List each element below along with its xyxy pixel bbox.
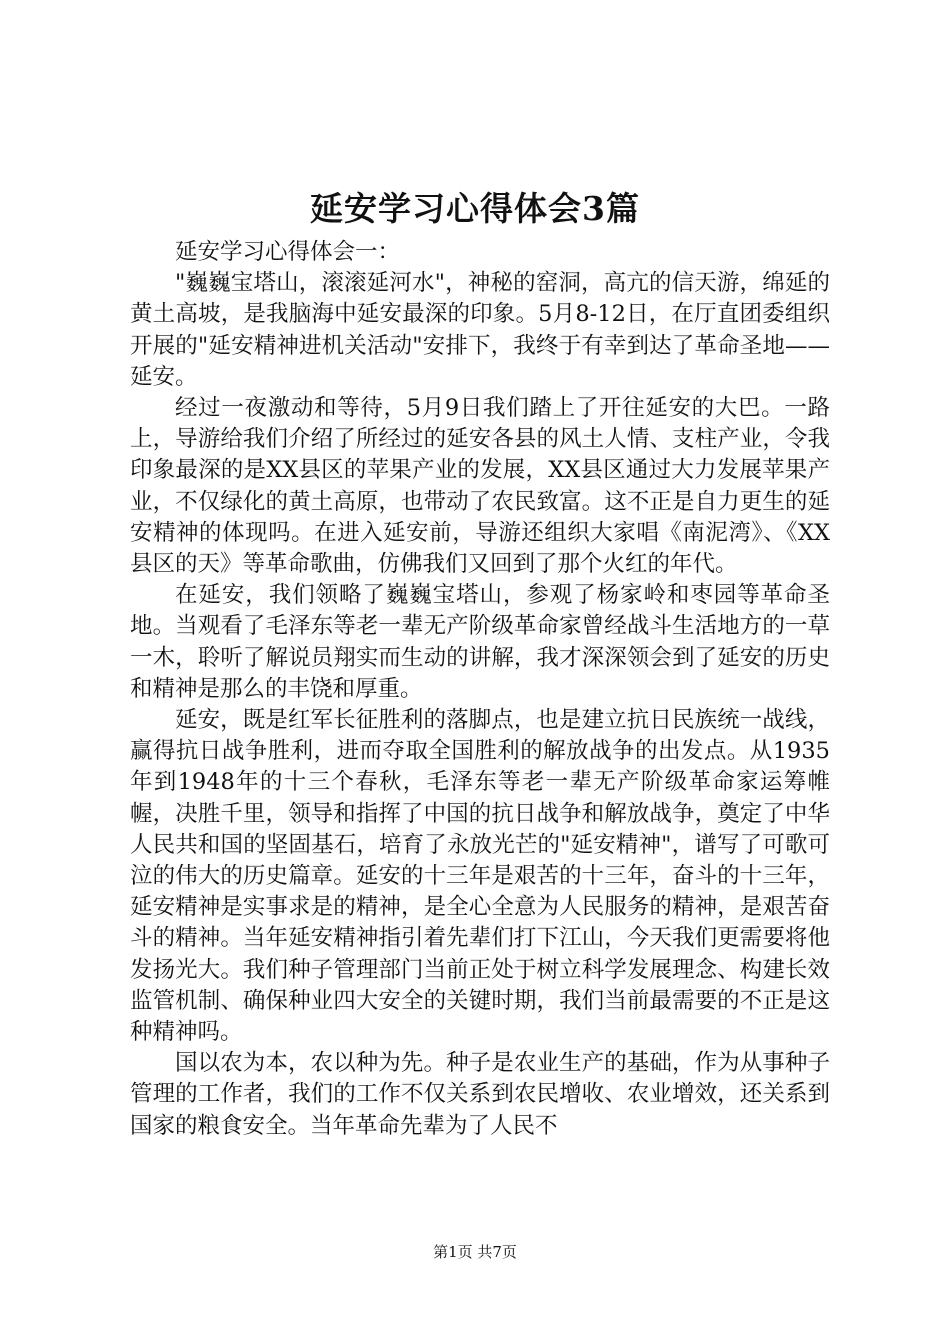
paragraph: 国以农为本，农以种为先。种子是农业生产的基础，作为从事种子管理的工作者，我们的工作不仅关系到农民增收、农业增效，还关系到国家的粮食安全。当年革命先辈为了人民不 <box>130 1050 830 1139</box>
paragraph: 在延安，我们领略了巍巍宝塔山，参观了杨家岭和枣园等革命圣地。当观看了毛泽东等老一辈无产阶级革命家曾经战斗生活地方的一草一木，聆听了解说员翔实而生动的讲解，我才深深领会到了延安的历史和精神是那么的丰饶和厚重。 <box>130 582 830 702</box>
paragraph: 经过一夜激动和等待，5月9日我们踏上了开往延安的大巴。一路上，导游给我们介绍了所经过的延安各县的风土人情、支柱产业，令我印象最深的是XX县区的苹果产业的发展，XX县区通过大力发展苹果产业，不仅绿化的黄土高原，也带动了农民致富。这不正是自力更生的延安精神的体现吗。在进入延安前，导游还组织大家唱《南泥湾》、《XX县区的天》等革命歌曲，仿佛我们又回到了那个火红的年代。 <box>130 395 830 578</box>
page-number-footer: 第1页 共7页 <box>433 1243 517 1261</box>
paragraph: "巍巍宝塔山，滚滚延河水"，神秘的窑洞，高亢的信天游，绵延的黄土高坡，是我脑海中延安最深的印象。5月8-12日，在厅直团委组织开展的"延安精神进机关活动"安排下，我终于有幸到达了革命圣地——延安。 <box>130 270 830 390</box>
document-body <box>130 237 830 1142</box>
paragraph: 延安，既是红军长征胜利的落脚点，也是建立抗日民族统一战线，赢得抗日战争胜利，进而夺取全国胜利的解放战争的出发点。从1935年到1948年的十三个春秋，毛泽东等老一辈无产阶级革命家运筹帷幄，决胜千里，领导和指挥了中国的抗日战争和解放战争，奠定了中华人民共和国的坚固基石，培育了永放光芒的"延安精神"，谱写了可歌可泣的伟大的历史篇章。延安的十三年是艰苦的十三年，奋斗的十三年，延安精神是实事求是的精神，是全心全意为人民服务的精神，是艰苦奋斗的精神。当年延安精神指引着先辈们打下江山，今天我们更需要将他发扬光大。我们种子管理部门当前正处于树立科学发展理念、构建长效监管机制、确保种业四大安全的关键时期，我们当前最需要的不正是这种精神吗。 <box>130 707 830 1046</box>
document-title: 延安学习心得体会3篇 <box>310 189 640 228</box>
section-heading: 延安学习心得体会一： <box>175 239 401 265</box>
